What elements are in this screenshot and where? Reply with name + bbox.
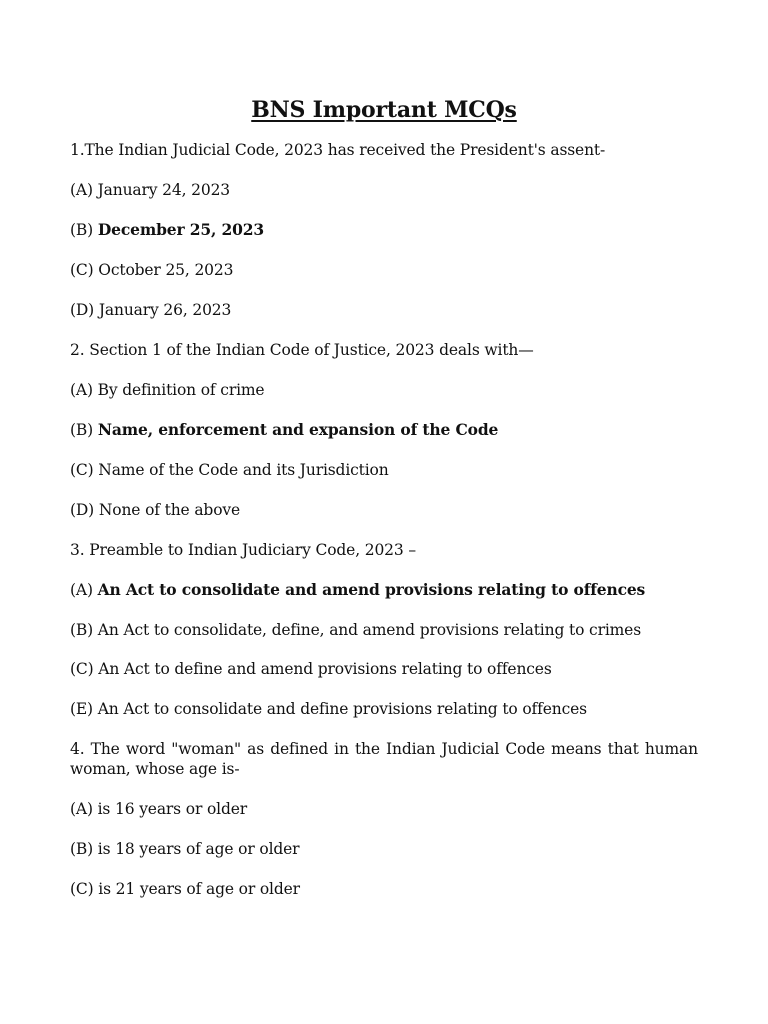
- q2-option-b-prefix: (B): [70, 421, 94, 439]
- q3-correct-answer: An Act to consolidate and amend provisions relating to offences: [97, 580, 646, 599]
- q2-option-a: (A) By definition of crime: [70, 381, 265, 399]
- question-2: 2. Section 1 of the Indian Code of Justice, 2023 deals with—: [70, 341, 534, 359]
- question-3: 3. Preamble to Indian Judiciary Code, 2023 –: [70, 541, 416, 559]
- q1-option-c: (C) October 25, 2023: [70, 261, 234, 279]
- page-title: BNS Important MCQs: [251, 97, 517, 123]
- q2-option-c: (C) Name of the Code and its Jurisdiction: [70, 461, 389, 479]
- q3-option-b: (B) An Act to consolidate, define, and amend provisions relating to crimes: [70, 621, 642, 639]
- q1-option-b-prefix: (B): [70, 221, 94, 239]
- question-1: 1.The Indian Judicial Code, 2023 has received the President's assent-: [70, 141, 606, 159]
- q3-option-a-prefix: (A): [70, 581, 93, 599]
- q3-option-c: (C) An Act to define and amend provisions relating to offences: [70, 660, 552, 678]
- q3-option-e: (E) An Act to consolidate and define provisions relating to offences: [70, 700, 587, 718]
- q1-option-a: (A) January 24, 2023: [70, 181, 230, 199]
- q2-option-d: (D) None of the above: [70, 501, 241, 519]
- q4-option-c: (C) is 21 years of age or older: [70, 880, 300, 898]
- q3-option-a: [70, 580, 698, 600]
- q1-option-b: [70, 220, 698, 240]
- q4-option-a: (A) is 16 years or older: [70, 800, 248, 818]
- q2-correct-answer: Name, enforcement and expansion of the Code: [97, 420, 499, 439]
- q1-correct-answer: December 25, 2023: [97, 220, 265, 239]
- q2-option-b: [70, 420, 698, 440]
- question-4: 4. The word "woman" as defined in the Indian Judicial Code means that human woman, whose age is-: [70, 740, 698, 778]
- q1-option-d: (D) January 26, 2023: [70, 301, 232, 319]
- q4-option-b: (B) is 18 years of age or older: [70, 840, 300, 858]
